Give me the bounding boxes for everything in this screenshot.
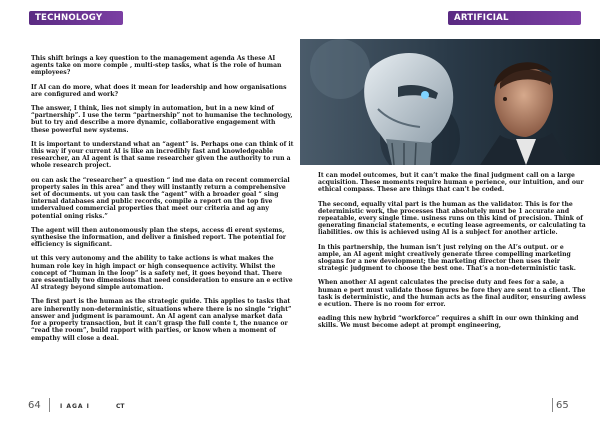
paragraph: The second, equally vital part is the human as the validator. This is for the deterministic work, the processes that absolutely must be 1 accurate and repeatable, every single time. usiness runs on this kind of precision. Think of generating financial statements, e ecuting lease agreements, or calculating ta liabilities. ow this is achieved using AI is a subject for another article.	[318, 200, 586, 237]
page-number-right: 65	[556, 400, 569, 411]
paragraph: This shift brings a key question to the management agenda As these AI agents take on more comple , multi-step tasks, what is the role of human employees?	[31, 55, 282, 77]
robot-facing-man-illustration	[300, 39, 600, 165]
paragraph: The answer, I think, lies not simply in automation, but in a new kind of “partnership”. I use the term “partnership” not to humanise the technology, but to try and describe a more dynamic, collaborative engagement with these powerful new systems.	[31, 105, 293, 134]
paragraph: The agent will then autonomously plan the steps, access di erent systems, synthesise the information, and deliver a finished report. The potential for efficiency is significant.	[31, 226, 286, 249]
paragraph: The first part is the human as the strategic guide. This applies to tasks that are inherently non-deterministic, situations where there is no single “right” answer and judgment is paramount. An AI agent can analyse market data for a property transaction, but it can’t grasp the full conte t, the nuance or “read the room”, build rapport with parties, or know when a moment of empathy will close a deal.	[31, 298, 292, 342]
footer-divider-right	[552, 398, 553, 412]
paragraph: It is important to understand what an “agent” is. Perhaps one can think of it this way if your current AI is like an incredibly fast and knowledgeable researcher, an AI agent is that same researcher given the authority to run a whole research project.	[31, 140, 294, 170]
paragraph: When another AI agent calculates the precise duty and fees for a sale, a human e pert must validate those figures be fore they are sent to a client. The task is deterministic, and the human acts as the final auditor, ensuring awless e ecution. There is no room for error.	[318, 279, 586, 309]
paragraph: It can model outcomes, but it can’t make the final judgment call on a large acquisition. These moments require human e perience, our intuition, and our ethical compass. These are things that can’t be coded.	[318, 172, 584, 194]
page-number-left: 64	[28, 400, 41, 411]
footer-section-label: CT	[116, 403, 125, 410]
paragraph: ou can ask the “researcher” a question “ ind me data on recent commercial property sales in this area” and they will instantly return a comprehensive set of documents. ut you can task the “agent” with a broader goal “ sing internal databases and public records, compile a report on the top five undervalued commercial properties that meet our criteria and ag any potential oning risks.”	[31, 176, 290, 220]
right-article-column	[318, 172, 586, 337]
footer-divider-left	[49, 398, 50, 412]
paragraph: eading this new hybrid “workforce” requires a shift in our own thinking and skills. We must become adept at prompt engineering,	[318, 315, 579, 330]
paragraph: In this partnership, the human isn’t just relying on the AI’s output. or e ample, an AI agent might creatively generate three compelling marketing slogans for a new development; the marketing director then uses their strategic judgment to choose the best one. That’s a non-deterministic task.	[318, 243, 576, 273]
footer-magazine-name: I AGA I	[60, 403, 90, 410]
section-tag-technology: TECHNOLOGY	[29, 11, 123, 25]
hero-image-robot-and-man	[300, 39, 600, 165]
left-article-column	[31, 55, 294, 349]
section-tag-artificial-intelligence: ARTIFICIAL INTELLIGENCE	[448, 11, 581, 25]
paragraph: If AI can do more, what does it mean for leadership and how organisations are configured and work?	[31, 83, 287, 98]
paragraph: ut this very autonomy and the ability to take actions is what makes the human role key in high impact or high consequence activity. Whilst the concept of “human in the loop” is a safety net, it goes beyond that. There are essentially two dimensions that need consideration to ensure an e ective AI strategy beyond simple automation.	[31, 255, 293, 292]
